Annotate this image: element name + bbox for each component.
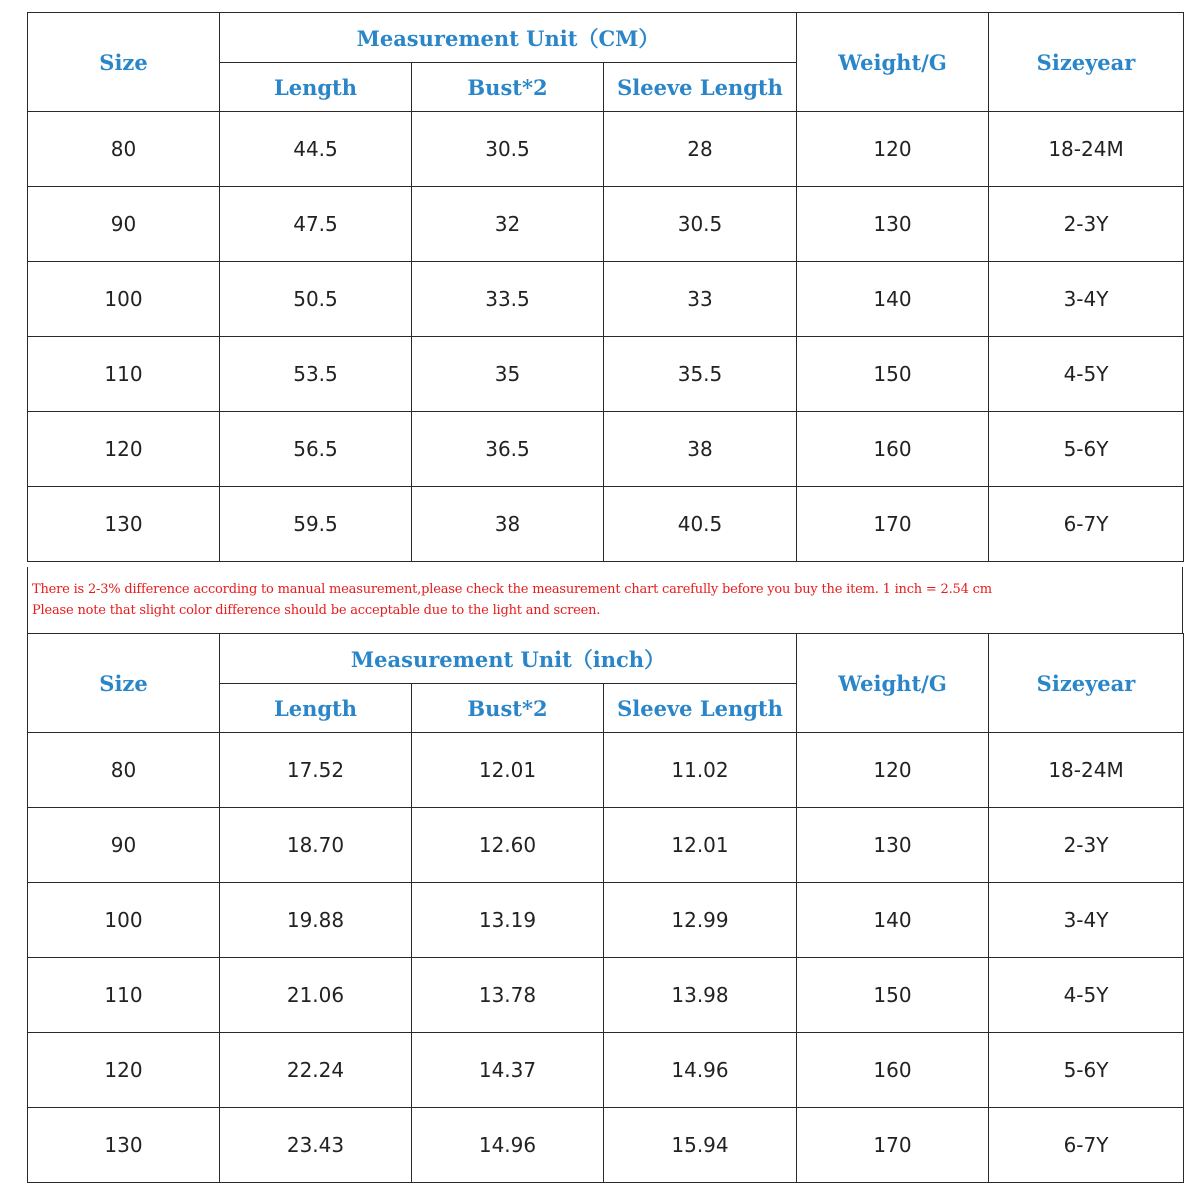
table-row bbox=[28, 187, 1184, 262]
cell-sleeve: 38 bbox=[604, 412, 797, 487]
cell-sizeyear: 4-5Y bbox=[989, 337, 1184, 412]
cell-length: 50.5 bbox=[220, 262, 412, 337]
cell-length: 18.70 bbox=[220, 808, 412, 883]
header-size: Size bbox=[28, 13, 220, 112]
header-measurement-unit-inch: Measurement Unit（inch） bbox=[220, 634, 797, 684]
header-length: Length bbox=[220, 684, 412, 733]
table-row bbox=[28, 337, 1184, 412]
cell-sleeve: 28 bbox=[604, 112, 797, 187]
header-size: Size bbox=[28, 634, 220, 733]
cell-sleeve: 13.98 bbox=[604, 958, 797, 1033]
header-sleeve-length: Sleeve Length bbox=[604, 684, 797, 733]
cell-bust: 14.37 bbox=[412, 1033, 604, 1108]
cell-weight: 130 bbox=[797, 808, 989, 883]
cell-size: 130 bbox=[28, 1108, 220, 1183]
cell-size: 120 bbox=[28, 412, 220, 487]
cell-weight: 160 bbox=[797, 1033, 989, 1108]
cell-bust: 38 bbox=[412, 487, 604, 562]
cell-length: 44.5 bbox=[220, 112, 412, 187]
cell-size: 100 bbox=[28, 883, 220, 958]
cell-sleeve: 12.01 bbox=[604, 808, 797, 883]
cell-length: 56.5 bbox=[220, 412, 412, 487]
cell-length: 17.52 bbox=[220, 733, 412, 808]
table-row bbox=[28, 733, 1184, 808]
cell-size: 80 bbox=[28, 112, 220, 187]
header-sleeve-length: Sleeve Length bbox=[604, 63, 797, 112]
size-chart-cm bbox=[27, 12, 1184, 562]
cell-size: 90 bbox=[28, 808, 220, 883]
cell-length: 47.5 bbox=[220, 187, 412, 262]
cell-weight: 170 bbox=[797, 487, 989, 562]
cell-sleeve: 40.5 bbox=[604, 487, 797, 562]
cell-sizeyear: 5-6Y bbox=[989, 412, 1184, 487]
cell-size: 80 bbox=[28, 733, 220, 808]
cell-sizeyear: 6-7Y bbox=[989, 487, 1184, 562]
cell-size: 90 bbox=[28, 187, 220, 262]
cell-sizeyear: 2-3Y bbox=[989, 187, 1184, 262]
table-row bbox=[28, 958, 1184, 1033]
cell-sizeyear: 6-7Y bbox=[989, 1108, 1184, 1183]
cell-sizeyear: 3-4Y bbox=[989, 262, 1184, 337]
cell-sleeve: 14.96 bbox=[604, 1033, 797, 1108]
cell-length: 59.5 bbox=[220, 487, 412, 562]
measurement-note bbox=[27, 567, 1183, 633]
cell-weight: 150 bbox=[797, 958, 989, 1033]
header-sizeyear: Sizeyear bbox=[989, 13, 1184, 112]
cell-sleeve: 33 bbox=[604, 262, 797, 337]
table-row bbox=[28, 808, 1184, 883]
table-row bbox=[28, 883, 1184, 958]
size-chart-inch bbox=[27, 633, 1184, 1183]
cell-weight: 140 bbox=[797, 883, 989, 958]
cell-size: 110 bbox=[28, 337, 220, 412]
header-bust: Bust*2 bbox=[412, 63, 604, 112]
cell-bust: 32 bbox=[412, 187, 604, 262]
cell-bust: 30.5 bbox=[412, 112, 604, 187]
header-bust: Bust*2 bbox=[412, 684, 604, 733]
cell-size: 120 bbox=[28, 1033, 220, 1108]
cell-sleeve: 30.5 bbox=[604, 187, 797, 262]
header-measurement-unit-cm: Measurement Unit（CM） bbox=[220, 13, 797, 63]
cell-weight: 130 bbox=[797, 187, 989, 262]
cell-weight: 170 bbox=[797, 1108, 989, 1183]
cell-sizeyear: 18-24M bbox=[989, 112, 1184, 187]
table-row bbox=[28, 112, 1184, 187]
cell-weight: 150 bbox=[797, 337, 989, 412]
cell-bust: 13.78 bbox=[412, 958, 604, 1033]
cell-length: 19.88 bbox=[220, 883, 412, 958]
table-row bbox=[28, 1033, 1184, 1108]
table-row bbox=[28, 487, 1184, 562]
table-row bbox=[28, 262, 1184, 337]
note-color: Please note that slight color difference should be acceptable due to the light and screen. bbox=[32, 603, 601, 618]
header-weight: Weight/G bbox=[797, 13, 989, 112]
cell-bust: 13.19 bbox=[412, 883, 604, 958]
cell-weight: 120 bbox=[797, 733, 989, 808]
cell-bust: 35 bbox=[412, 337, 604, 412]
cell-bust: 14.96 bbox=[412, 1108, 604, 1183]
cell-sleeve: 35.5 bbox=[604, 337, 797, 412]
cell-sleeve: 12.99 bbox=[604, 883, 797, 958]
cell-length: 22.24 bbox=[220, 1033, 412, 1108]
cell-sleeve: 15.94 bbox=[604, 1108, 797, 1183]
cell-bust: 33.5 bbox=[412, 262, 604, 337]
cell-length: 23.43 bbox=[220, 1108, 412, 1183]
cell-weight: 120 bbox=[797, 112, 989, 187]
cell-weight: 160 bbox=[797, 412, 989, 487]
header-weight: Weight/G bbox=[797, 634, 989, 733]
header-sizeyear: Sizeyear bbox=[989, 634, 1184, 733]
cell-size: 100 bbox=[28, 262, 220, 337]
cell-length: 53.5 bbox=[220, 337, 412, 412]
cell-sleeve: 11.02 bbox=[604, 733, 797, 808]
cell-weight: 140 bbox=[797, 262, 989, 337]
cell-sizeyear: 4-5Y bbox=[989, 958, 1184, 1033]
cell-size: 130 bbox=[28, 487, 220, 562]
cell-bust: 12.60 bbox=[412, 808, 604, 883]
cell-bust: 12.01 bbox=[412, 733, 604, 808]
table-row bbox=[28, 1108, 1184, 1183]
cell-bust: 36.5 bbox=[412, 412, 604, 487]
cell-sizeyear: 18-24M bbox=[989, 733, 1184, 808]
cell-length: 21.06 bbox=[220, 958, 412, 1033]
cell-size: 110 bbox=[28, 958, 220, 1033]
table-row bbox=[28, 412, 1184, 487]
cell-sizeyear: 2-3Y bbox=[989, 808, 1184, 883]
cell-sizeyear: 5-6Y bbox=[989, 1033, 1184, 1108]
header-length: Length bbox=[220, 63, 412, 112]
cell-sizeyear: 3-4Y bbox=[989, 883, 1184, 958]
note-difference: There is 2-3% difference according to manual measurement,please check the measurement chart carefully before you buy the item. 1 inch = 2.54 cm bbox=[32, 582, 992, 597]
